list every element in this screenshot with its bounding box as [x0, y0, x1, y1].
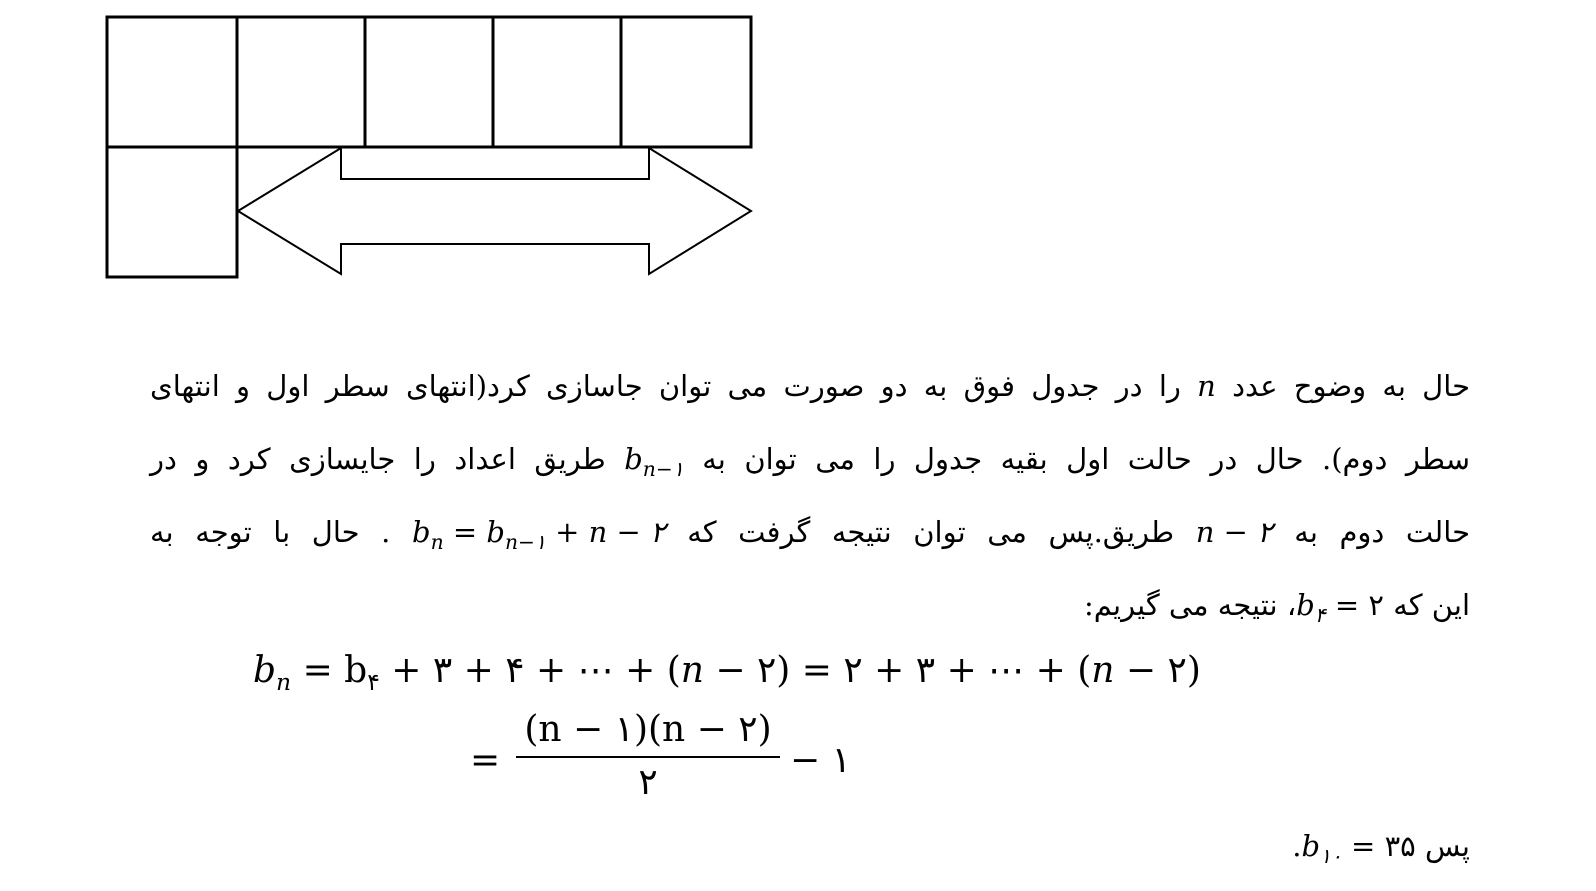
paragraph-line-3: [150, 512, 1470, 562]
line1-before: حال به وضوح عدد: [1232, 369, 1471, 403]
equation-fraction: [516, 708, 780, 802]
paragraph-line-1: [150, 366, 1470, 406]
grid-cell-r1-c3: [365, 17, 493, 147]
line3-after: . حال با توجه به: [150, 515, 391, 549]
grid-arrow-figure: [0, 0, 1596, 300]
conclusion-expr: $b_{۱۰}$ = ۳۵: [1301, 829, 1416, 869]
grid-cell-r1-c2: [237, 17, 365, 147]
line1-after: را در جدول فوق به دو صورت می توان جاسازی کرد(انتهای سطر اول و انتهای: [150, 369, 1181, 403]
conclusion-line: [1200, 826, 1470, 876]
line4-before: این که: [1393, 588, 1470, 622]
line3-middle: طریق.پس می توان نتیجه گرفت که: [687, 515, 1175, 549]
line2-before: سطر دوم). حال در حالت اول بقیه جدول را می توان به: [702, 442, 1470, 476]
grid-cell-r1-c1: [107, 17, 237, 147]
line3-expr-n-minus-2: n − ۲: [1195, 515, 1273, 549]
line4-after: ، نتیجه می گیریم:: [1083, 588, 1297, 622]
grid-cell-r1-c5: [621, 17, 751, 147]
line2-after: طریق اعداد را جایسازی کرد و در: [150, 442, 606, 476]
double-arrow-icon: [238, 148, 751, 274]
line4-expr-b4: $b_۴$ = ۲: [1296, 588, 1384, 628]
paragraph-line-4: [150, 585, 1470, 635]
equation-line-2-equals: =: [470, 740, 501, 781]
grid-cell-r1-c4: [493, 17, 621, 147]
fraction-bar: [516, 756, 780, 758]
fraction-numerator: (n − ۱)(n − ۲): [524, 709, 772, 750]
paragraph-line-2: [150, 439, 1470, 489]
equation-line-2-tail: − ۱: [790, 740, 851, 781]
grid-cell-r2-c1: [107, 147, 237, 277]
line1-var-n: n: [1197, 369, 1216, 403]
line3-recurrence: $b_n = b_{n-۱} + n$ − ۲: [411, 515, 666, 555]
line2-expr-b-n-1: $b_{n-۱}$: [624, 442, 684, 482]
fraction-denominator: ۲: [638, 762, 658, 803]
conclusion-word: پس: [1424, 829, 1470, 863]
line3-before: حالت دوم به: [1294, 515, 1470, 549]
conclusion-dot: .: [1292, 829, 1302, 863]
equation-line-1: $b_n = b_۴$ + ۳ + ۴ + ⋯ + (n − ۲) = ۲ + ۳ + ⋯ + (n − ۲): [253, 650, 1201, 697]
